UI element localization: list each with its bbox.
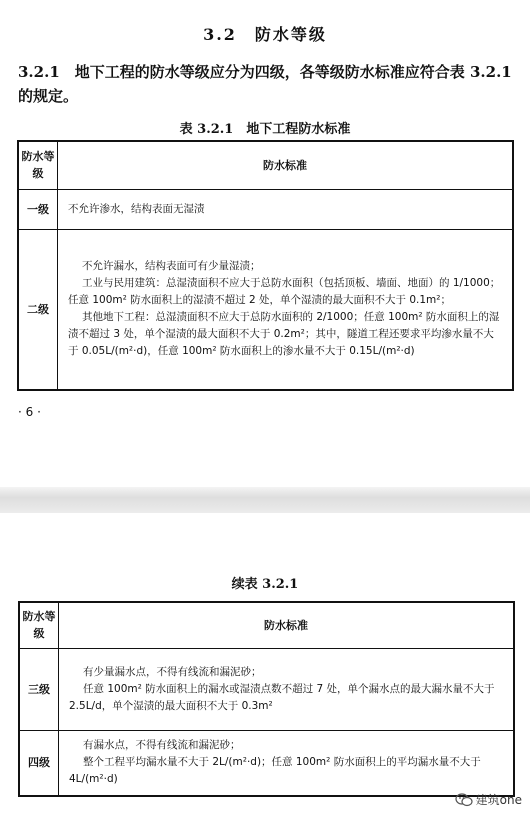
standard-cell — [59, 730, 515, 796]
standard-line: 其他地下工程：总湿渍面积不应大于总防水面积的 2/1000；任意 100m² 防水面积上的湿渍不超过 3 处，单个湿渍的最大面积不大于 0.2m²；其中，隧道工程还要求平均渗水量不大于 0.05L/(m²·d)，任意 100m² 防水面积上的渗水量不大于 0.15L/(m²·d) — [68, 311, 500, 358]
standard-cell — [58, 189, 514, 229]
header-standard: 防水标准 — [58, 141, 514, 189]
standard-line: 有少量漏水点，不得有线流和漏泥砂； — [83, 665, 262, 678]
waterproof-standard-table-continued — [18, 601, 515, 797]
standard-cell — [58, 229, 514, 390]
clause-3-2-1: 3.2.1 地下工程的防水等级应分为四级，各等级防水标准应符合表 3.2.1 的规定。 — [18, 63, 512, 105]
waterproof-standard-table — [17, 140, 514, 391]
standard-line: 有漏水点，不得有线流和漏泥砂； — [83, 739, 241, 752]
page-gap — [0, 487, 530, 513]
header-standard: 防水标准 — [59, 602, 515, 648]
table-row — [18, 189, 513, 229]
table-row — [18, 229, 513, 390]
header-level: 防水等级 — [19, 602, 59, 648]
standard-line: 不允许漏水，结构表面可有少量湿渍； — [82, 260, 261, 273]
header-level: 防水等级 — [18, 141, 58, 189]
page-number: · 6 · — [18, 405, 41, 419]
table-caption: 表 3.2.1 地下工程防水标准 — [179, 122, 351, 137]
level-cell: 一级 — [18, 189, 58, 229]
standard-line: 任意 100m² 防水面积上的漏水或湿渍点数不超过 7 处，单个漏水点的最大漏水量不大于 2.5L/d，单个湿渍的最大面积不大于 0.3m² — [69, 682, 495, 712]
table-row — [19, 648, 514, 730]
standard-line: 工业与民用建筑：总湿渍面积不应大于总防水面积（包括顶板、墙面、地面）的 1/1000；任意 100m² 防水面积上的湿渍不超过 2 处，单个湿渍的最大面积不大于 0.1m²； — [68, 277, 501, 307]
watermark-text: 建筑one — [475, 793, 522, 807]
standard-line: 不允许渗水，结构表面无湿渍 — [68, 202, 205, 215]
table-caption: 续表 3.2.1 — [231, 577, 299, 592]
wechat-icon — [455, 793, 473, 807]
watermark — [455, 791, 522, 808]
level-cell: 四级 — [19, 730, 59, 796]
standard-cell — [59, 648, 515, 730]
section-title: 3.2 防水等级 — [203, 25, 327, 44]
document-page-2 — [0, 513, 530, 814]
table-header-row — [19, 602, 514, 648]
level-cell: 三级 — [19, 648, 59, 730]
standard-line: 整个工程平均漏水量不大于 2L/(m²·d)；任意 100m² 防水面积上的平均漏水量不大于 4L/(m²·d) — [69, 756, 481, 786]
level-cell: 二级 — [18, 229, 58, 390]
table-header-row — [18, 141, 513, 189]
table-row — [19, 730, 514, 796]
